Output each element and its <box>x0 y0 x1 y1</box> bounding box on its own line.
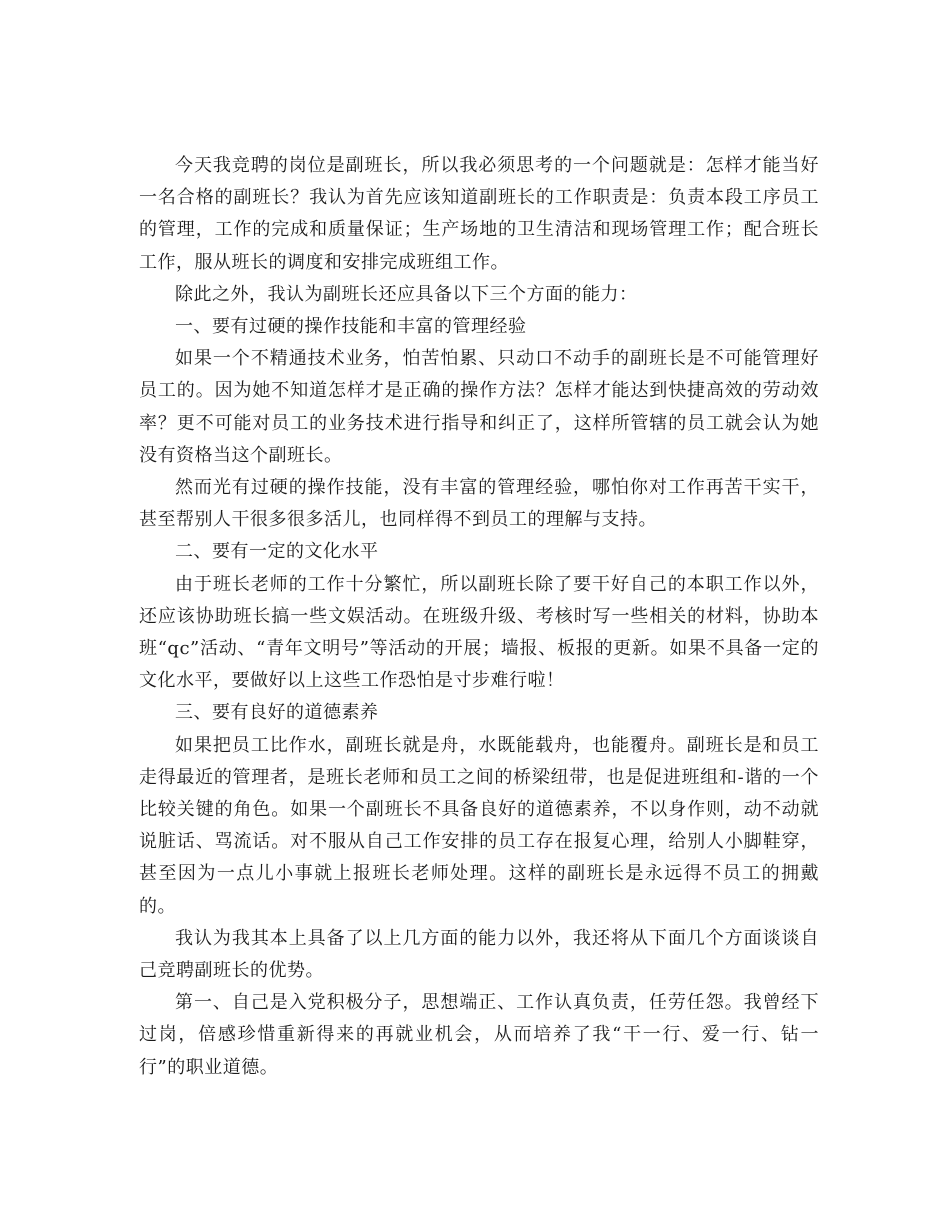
paragraph-culture: 由于班长老师的工作十分繁忙，所以副班长除了要干好自己的本职工作以外，还应该协助班长搞一些文娱活动。在班级升级、考核时写一些相关的材料，协助本班“qc”活动、“青年文明号”等活动的开展；墙报、板报的更新。如果不具备一定的文化水平，要做好以上这些工作恐怕是寸步难行啦！ <box>139 573 819 692</box>
paragraph-experience: 然而光有过硬的操作技能，没有丰富的管理经验，哪怕你对工作再苦干实干，甚至帮别人干很多很多活儿，也同样得不到员工的理解与支持。 <box>139 477 819 531</box>
paragraph-advantages-lead: 我认为我其本上具备了以上几方面的能力以外，我还将从下面几个方面谈谈自己竞聘副班长的优势。 <box>139 927 819 982</box>
document-body <box>139 150 819 1084</box>
heading-skills-experience: 一、要有过硬的操作技能和丰富的管理经验 <box>175 316 527 338</box>
paragraph-skills: 如果一个不精通技术业务，怕苦怕累、只动口不动手的副班长是不可能管理好员工的。因为她不知道怎样才是正确的操作方法？怎样才能达到快捷高效的劳动效率？更不可能对员工的业务技术进行指导和纠正了，这样所管辖的员工就会认为她没有资格当这个副班长。 <box>139 348 819 466</box>
heading-morality: 三、要有良好的道德素养 <box>175 702 379 724</box>
paragraph-intro: 今天我竞聘的岗位是副班长，所以我必须思考的一个问题就是：怎样才能当好一名合格的副班长？我认为首先应该知道副班长的工作职责是：负责本段工序员工的管理，工作的完成和质量保证；生产场地的卫生清洁和现场管理工作；配合班长工作，服从班长的调度和安排完成班组工作。 <box>139 155 819 273</box>
paragraph-morality: 如果把员工比作水，副班长就是舟，水既能载舟，也能覆舟。副班长是和员工走得最近的管理者，是班长老师和员工之间的桥梁纽带，也是促进班组和-谐的一个比较关键的角色。如果一个副班长不具备良好的道德素养，不以身作则，动不动就说脏话、骂流话。对不服从自己工作安排的员工存在报复心理，给别人小脚鞋穿，甚至因为一点儿小事就上报班长老师处理。这样的副班长是永远得不员工的拥戴的。 <box>139 734 819 917</box>
paragraph-advantage-first: 第一、自己是入党积极分子，思想端正、工作认真负责，任劳任怨。我曾经下过岗，倍感珍惜重新得来的再就业机会，从而培养了我“干一行、爱一行、钻一行”的职业道德。 <box>139 992 819 1078</box>
heading-culture: 二、要有一定的文化水平 <box>175 541 379 563</box>
paragraph-abilities-lead: 除此之外，我认为副班长还应具备以下三个方面的能力： <box>175 283 638 305</box>
